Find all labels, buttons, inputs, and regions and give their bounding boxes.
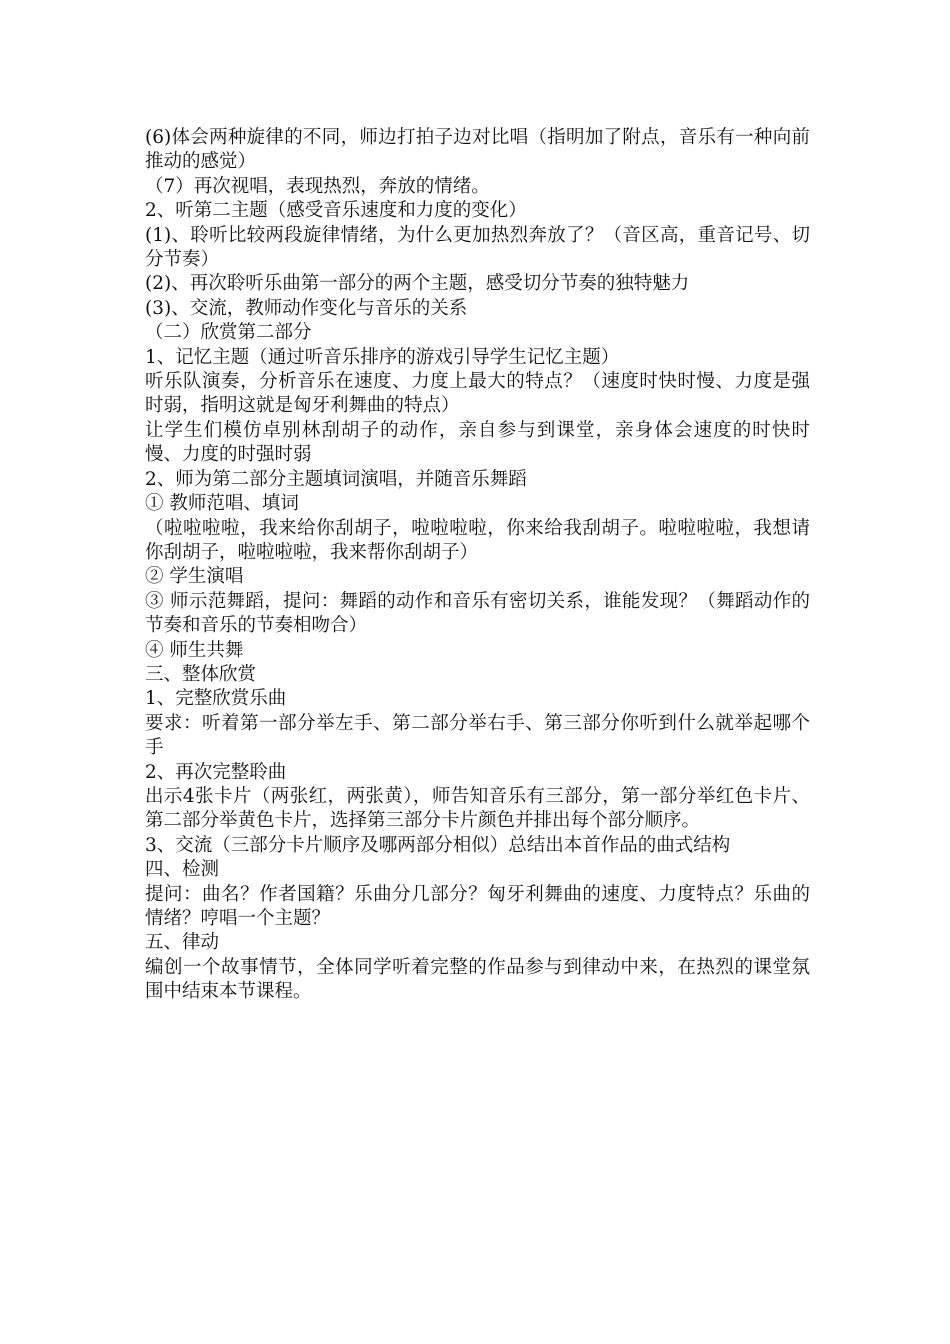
paragraph: ④ 师生共舞	[145, 639, 244, 661]
paragraph: (6)体会两种旋律的不同，师边打拍子边对比唱（指明加了附点，音乐有一种向前推动的感觉）	[145, 127, 810, 173]
paragraph: （二）欣赏第二部分	[145, 322, 312, 344]
paragraph: 1、记忆主题（通过听音乐排序的游戏引导学生记忆主题）	[145, 346, 620, 368]
paragraph: 3、交流（三部分卡片顺序及哪两部分相似）总结出本首作品的曲式结构	[145, 834, 731, 856]
paragraph: 五、律动	[145, 932, 220, 954]
paragraph: （啦啦啦啦，我来给你刮胡子，啦啦啦啦，你来给我刮胡子。啦啦啦啦，我想请你刮胡子，啦啦啦啦，我来帮你刮胡子）	[145, 517, 810, 563]
paragraph: (1)、聆听比较两段旋律情绪，为什么更加热烈奔放了？（音区高，重音记号、切分节奏）	[145, 224, 810, 271]
paragraph: 让学生们模仿卓别林刮胡子的动作，亲自参与到课堂，亲身体会速度的时快时慢、力度的时强时弱	[145, 419, 810, 466]
paragraph: 提问：曲名？作者国籍？乐曲分几部分？匈牙利舞曲的速度、力度特点？乐曲的情绪？哼唱一个主题？	[145, 883, 810, 929]
paragraph: 三、整体欣赏	[145, 663, 257, 685]
document-body	[145, 126, 810, 1005]
paragraph: ② 学生演唱	[145, 566, 244, 588]
paragraph: 1、完整欣赏乐曲	[145, 688, 287, 710]
paragraph: 听乐队演奏，分析音乐在速度、力度上最大的特点？（速度时快时慢、力度是强时弱，指明这就是匈牙利舞曲的特点）	[145, 371, 810, 417]
paragraph: 2、再次完整聆曲	[145, 761, 287, 783]
paragraph: （7）再次视唱，表现热烈，奔放的情绪。	[145, 175, 490, 197]
paragraph: (2)、再次聆听乐曲第一部分的两个主题，感受切分节奏的独特魅力	[145, 273, 690, 295]
paragraph: (3)、交流，教师动作变化与音乐的关系	[145, 297, 468, 319]
paragraph: ① 教师范唱、填词	[145, 493, 299, 515]
paragraph: ③ 师示范舞蹈，提问：舞蹈的动作和音乐有密切关系，谁能发现？（舞蹈动作的节奏和音乐的节奏相吻合）	[145, 590, 810, 637]
paragraph: 2、听第二主题（感受音乐速度和力度的变化）	[145, 200, 527, 222]
paragraph: 出示4张卡片（两张红，两张黄），师告知音乐有三部分，第一部分举红色卡片、第二部分举黄色卡片，选择第三部分卡片颜色并排出每个部分顺序。	[145, 785, 810, 832]
paragraph: 2、师为第二部分主题填词演唱，并随音乐舞蹈	[145, 468, 527, 490]
paragraph: 四、检测	[145, 859, 220, 881]
paragraph: 要求：听着第一部分举左手、第二部分举右手、第三部分你听到什么就举起哪个手	[145, 712, 810, 759]
paragraph: 编创一个故事情节，全体同学听着完整的作品参与到律动中来，在热烈的课堂氛围中结束本节课程。	[145, 956, 810, 1003]
